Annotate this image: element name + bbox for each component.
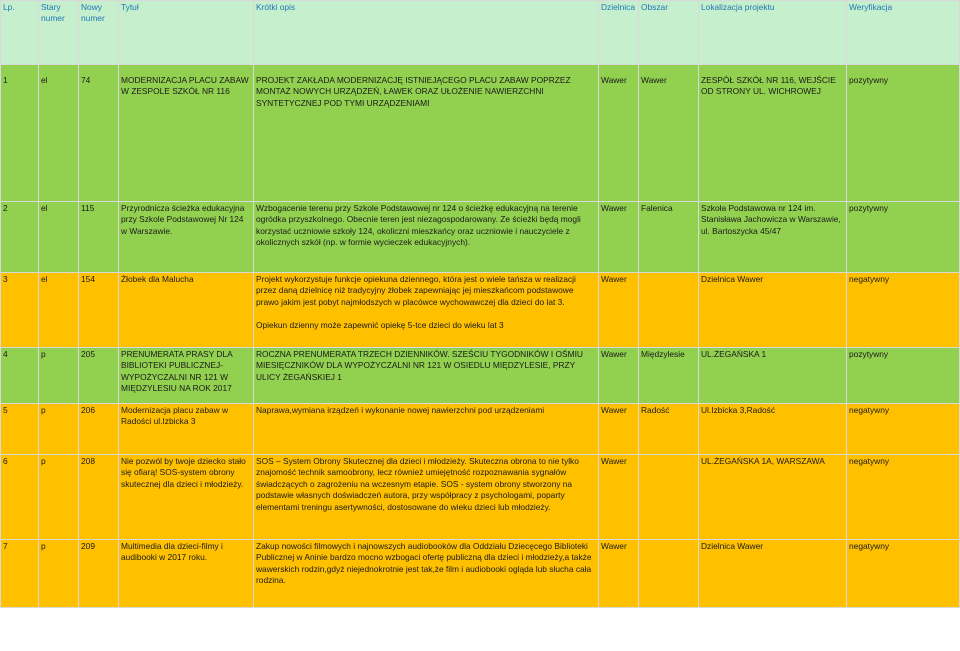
cell-opis[interactable]: ROCZNA PRENUMERATA TRZECH DZIENNIKÓW. SZEŚCIU TYGODNIKÓW I OŚMIU MIESIĘCZNIKÓW DLA WYPOŻYCZALNI NR 121 W OSIEDLU MIĘDZYLESIE, PRZY ULICY ŻEGAŃSKIEJ 1 bbox=[254, 348, 599, 404]
cell-weryfikacja[interactable]: pozytywny bbox=[847, 65, 960, 202]
cell-dzielnica[interactable]: Wawer bbox=[599, 455, 639, 540]
cell-tytul[interactable]: Multimedia dla dzieci-filmy i audibooki w 2017 roku. bbox=[119, 540, 254, 608]
cell-tytul[interactable]: Przyrodnicza ścieżka edukacyjna przy Szkole Podstawowej Nr 124 w Warszawie. bbox=[119, 202, 254, 273]
cell-tytul[interactable]: Nie pozwól by twoje dziecko stało się ofiarą! SOS-system obrony skutecznej dla dzieci i młodzieży. bbox=[119, 455, 254, 540]
cell-opis[interactable]: Naprawa,wymiana irządzeń i wykonanie nowej nawierzchni pod urządzeniami bbox=[254, 404, 599, 455]
cell-opis[interactable]: PROJEKT ZAKŁADA MODERNIZACJĘ ISTNIEJĄCEGO PLACU ZABAW POPRZEZ MONTAŻ NOWYCH URZĄDZEŃ, ŁAWEK ORAZ UŁOŻENIE NAWIERZCHNI SYNTETYCZNEJ POD TYMI URZĄDZENIAMI bbox=[254, 65, 599, 202]
cell-dzielnica[interactable]: Wawer bbox=[599, 273, 639, 348]
cell-opis-main: Projekt wykorzystuje funkcje opiekuna dziennego, która jest o wiele tańsza w realizacji przez daną dzielnicę niż tradycyjny żłobek zapewniając jej mieszkańcom podstawowe prawo jakim jest pobyt najmłodszych w placówce wychowawczej dla dzieci do lat 3. bbox=[256, 274, 576, 307]
cell-lp[interactable]: 3 bbox=[1, 273, 39, 348]
table-row bbox=[1, 65, 960, 202]
table-row bbox=[1, 202, 960, 273]
cell-weryfikacja[interactable]: negatywny bbox=[847, 455, 960, 540]
cell-lp[interactable]: 1 bbox=[1, 65, 39, 202]
cell-weryfikacja[interactable]: negatywny bbox=[847, 404, 960, 455]
cell-lokalizacja[interactable]: Dzielnica Wawer bbox=[699, 273, 847, 348]
cell-weryfikacja[interactable]: pozytywny bbox=[847, 348, 960, 404]
cell-opis[interactable]: Wzbogacenie terenu przy Szkole Podstawowej nr 124 o ścieżkę edukacyjną na terenie ogródka przyszkolnego. Obecnie teren jest niezagospodarowany. Ze ścieżki będą mogli korzystać uczniowie szkoły 124, okoliczni mieszkańcy oraz uczniowie i nauczyciele z okolicznych szkół (np. w formie wycieczek edukacyjnych). bbox=[254, 202, 599, 273]
cell-nowy[interactable]: 115 bbox=[79, 202, 119, 273]
cell-lp[interactable]: 7 bbox=[1, 540, 39, 608]
header-obszar[interactable]: Obszar bbox=[639, 1, 699, 65]
header-dzielnica[interactable]: Dzielnica bbox=[599, 1, 639, 65]
cell-tytul[interactable]: Żłobek dla Malucha bbox=[119, 273, 254, 348]
cell-opis[interactable]: Zakup nowości filmowych i najnowszych audiobooków dla Oddziału Dziecęcego Biblioteki Publicznej w Aninie bardzo mocno wzbogaci ofertę publiczną dla dzieci i młodzieży,a także wawerskich rodzin,gdyż niejednokrotnie jest tak,że film i audiobooki ogląda lub słucha cała rodzina. bbox=[254, 540, 599, 608]
header-lokalizacja[interactable]: Lokalizacja projektu bbox=[699, 1, 847, 65]
table-row bbox=[1, 540, 960, 608]
cell-weryfikacja[interactable]: negatywny bbox=[847, 273, 960, 348]
table-row bbox=[1, 348, 960, 404]
cell-lokalizacja[interactable]: UL.ŻEGAŃSKA 1 bbox=[699, 348, 847, 404]
cell-obszar[interactable]: Radość bbox=[639, 404, 699, 455]
table-row bbox=[1, 404, 960, 455]
cell-lp[interactable]: 5 bbox=[1, 404, 39, 455]
cell-obszar[interactable] bbox=[639, 455, 699, 540]
cell-tytul[interactable]: Modernizacja placu zabaw w Radości ul.Izbicka 3 bbox=[119, 404, 254, 455]
cell-stary[interactable]: p bbox=[39, 540, 79, 608]
cell-obszar[interactable] bbox=[639, 540, 699, 608]
cell-lokalizacja[interactable]: UL.ŻEGAŃSKA 1A, WARSZAWA bbox=[699, 455, 847, 540]
cell-lp[interactable]: 6 bbox=[1, 455, 39, 540]
cell-nowy[interactable]: 206 bbox=[79, 404, 119, 455]
cell-obszar[interactable]: Międzylesie bbox=[639, 348, 699, 404]
table-row bbox=[1, 455, 960, 540]
cell-nowy[interactable]: 209 bbox=[79, 540, 119, 608]
cell-tytul[interactable]: MODERNIZACJA PLACU ZABAW W ZESPOLE SZKÓŁ NR 116 bbox=[119, 65, 254, 202]
cell-dzielnica[interactable]: Wawer bbox=[599, 404, 639, 455]
cell-stary[interactable]: el bbox=[39, 65, 79, 202]
cell-nowy[interactable]: 205 bbox=[79, 348, 119, 404]
header-krotki-opis[interactable]: Krótki opis bbox=[254, 1, 599, 65]
header-lp[interactable]: Lp. bbox=[1, 1, 39, 65]
cell-dzielnica[interactable]: Wawer bbox=[599, 65, 639, 202]
cell-weryfikacja[interactable]: pozytywny bbox=[847, 202, 960, 273]
cell-opis[interactable]: SOS – System Obrony Skutecznej dla dzieci i młodzieży. Skuteczna obrona to nie tylko znajomość technik samoobrony, lecz również umiejętność rozpoznawania sygnałów świadczących o zagrożeniu na wczesnym etapie. SOS - system obrony stworzony na podstawie własnych doświadczeń autora, przy współpracy z psychologami, poparty elementami treningu asertywności, dostosowane do wieku dzieci lub młodzieży. bbox=[254, 455, 599, 540]
header-stary-numer[interactable]: Stary numer bbox=[39, 1, 79, 65]
cell-dzielnica[interactable]: Wawer bbox=[599, 540, 639, 608]
cell-stary[interactable]: el bbox=[39, 202, 79, 273]
cell-weryfikacja[interactable]: negatywny bbox=[847, 540, 960, 608]
cell-lokalizacja[interactable]: Szkoła Podstawowa nr 124 im. Stanisława Jachowicza w Warszawie, ul. Bartoszycka 45/47 bbox=[699, 202, 847, 273]
cell-dzielnica[interactable]: Wawer bbox=[599, 202, 639, 273]
cell-lp[interactable]: 2 bbox=[1, 202, 39, 273]
cell-stary[interactable]: el bbox=[39, 273, 79, 348]
cell-stary[interactable]: p bbox=[39, 404, 79, 455]
cell-stary[interactable]: p bbox=[39, 348, 79, 404]
cell-opis-note: Opiekun dzienny może zapewnić opiekę 5-tce dzieci do wieku lat 3 bbox=[256, 320, 504, 330]
cell-stary[interactable]: p bbox=[39, 455, 79, 540]
cell-tytul[interactable]: PRENUMERATA PRASY DLA BIBLIOTEKI PUBLICZNEJ-WYPOŻYCZALNI NR 121 W MIĘDZYLESIU NA ROK 2017 bbox=[119, 348, 254, 404]
cell-nowy[interactable]: 74 bbox=[79, 65, 119, 202]
table-row bbox=[1, 273, 960, 348]
cell-dzielnica[interactable]: Wawer bbox=[599, 348, 639, 404]
header-tytul[interactable]: Tytuł bbox=[119, 1, 254, 65]
cell-lokalizacja[interactable]: Ul.Izbicka 3,Radość bbox=[699, 404, 847, 455]
cell-obszar[interactable] bbox=[639, 273, 699, 348]
cell-lokalizacja[interactable]: ZESPÓŁ SZKÓŁ NR 116, WEJŚCIE OD STRONY UL. WICHROWEJ bbox=[699, 65, 847, 202]
header-row bbox=[1, 1, 960, 65]
header-nowy-numer[interactable]: Nowy numer bbox=[79, 1, 119, 65]
cell-lp[interactable]: 4 bbox=[1, 348, 39, 404]
cell-obszar[interactable]: Falenica bbox=[639, 202, 699, 273]
cell-nowy[interactable]: 154 bbox=[79, 273, 119, 348]
cell-lokalizacja[interactable]: Dzielnica Wawer bbox=[699, 540, 847, 608]
cell-obszar[interactable]: Wawer bbox=[639, 65, 699, 202]
cell-nowy[interactable]: 208 bbox=[79, 455, 119, 540]
header-weryfikacja[interactable]: Weryfikacja bbox=[847, 1, 960, 65]
cell-opis[interactable] bbox=[254, 273, 599, 348]
